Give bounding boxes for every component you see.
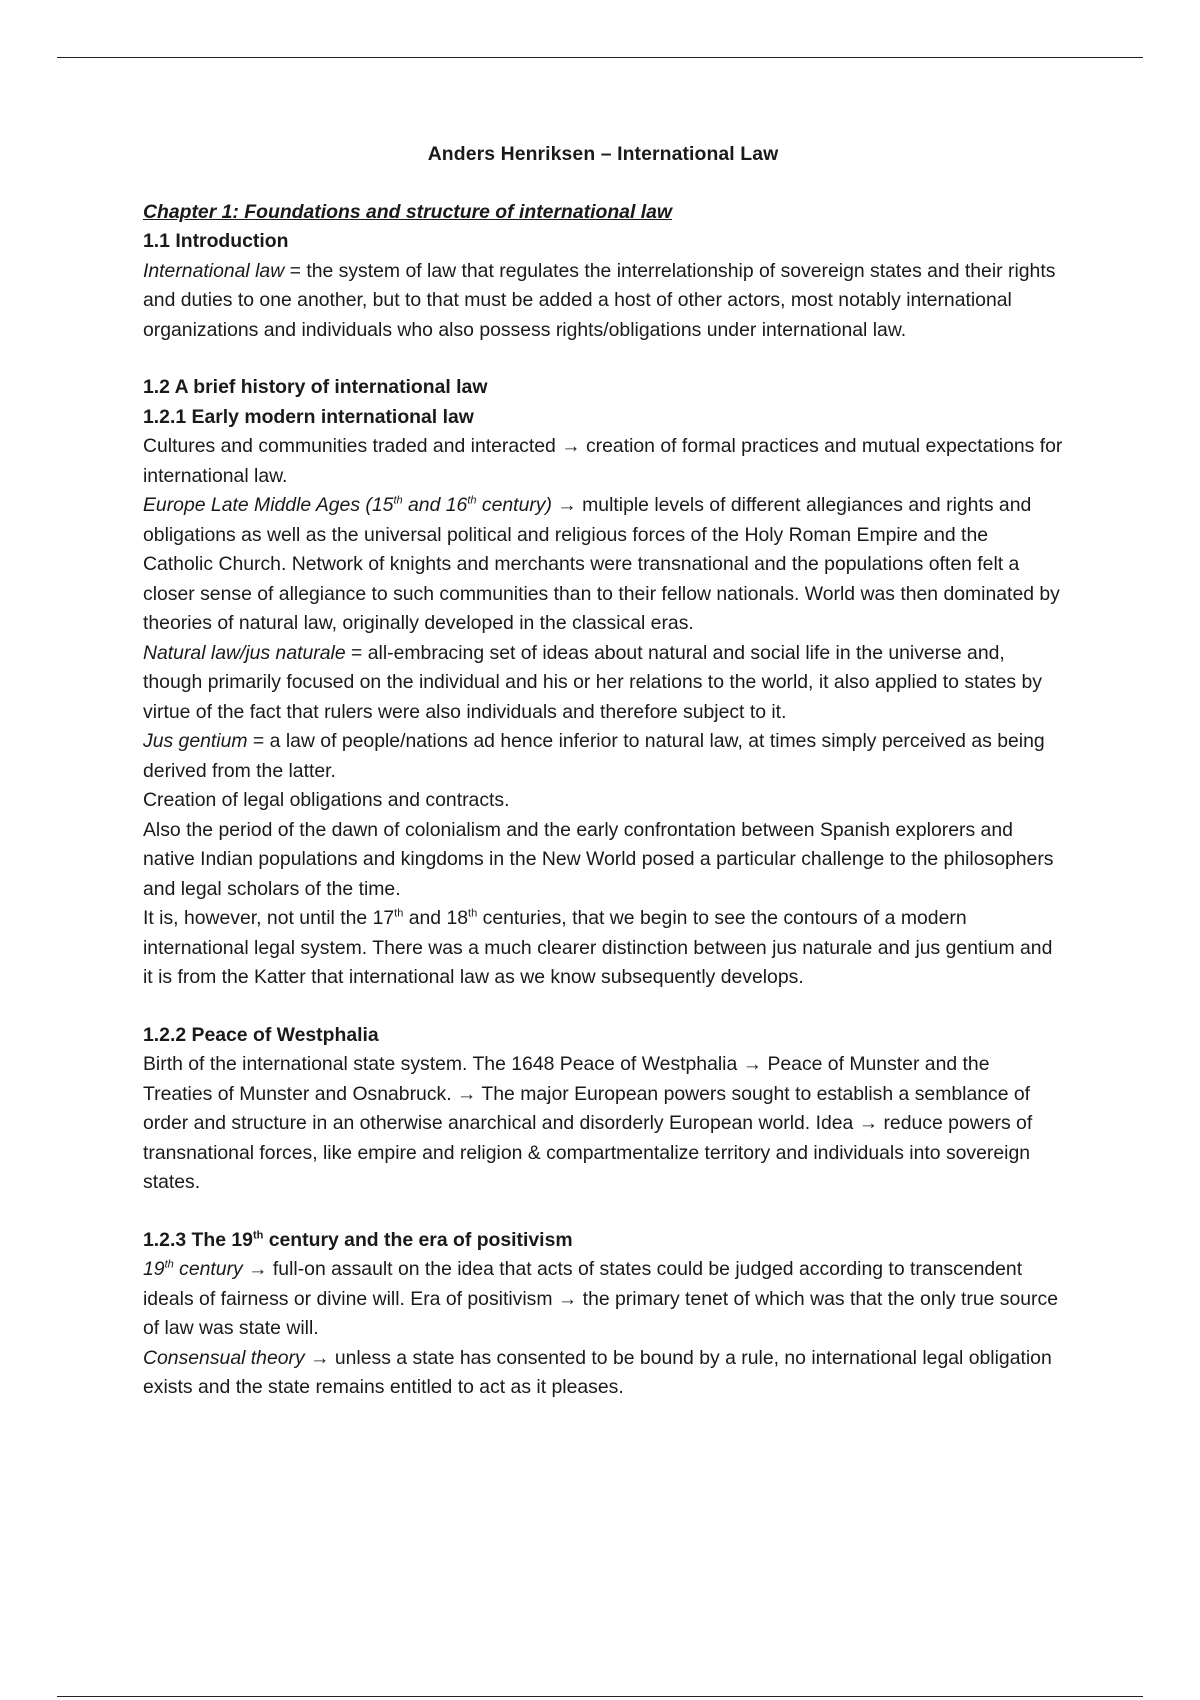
term-europe-middle-ages xyxy=(143,494,552,516)
term-19th-century xyxy=(143,1258,243,1280)
chapter-heading: Chapter 1: Foundations and structure of international law xyxy=(143,200,672,223)
spacer xyxy=(143,345,1063,373)
document-title: Anders Henriksen – International Law xyxy=(427,143,779,165)
paragraph-text: centuries, that we begin to see the contours of a modern international legal system. There was a much clearer distinction between jus naturale and jus gentium and it is from the Katter that international law as we know subsequently develops. xyxy=(143,907,1053,988)
term-jus-gentium: Jus gentium xyxy=(143,730,248,752)
paragraph-19th-century xyxy=(143,1255,1063,1344)
term-part: and 16 xyxy=(402,494,468,516)
superscript: th xyxy=(467,494,477,507)
superscript: th xyxy=(393,494,403,507)
paragraph-international-law xyxy=(143,257,1063,346)
paragraph-colonialism: Also the period of the dawn of colonialism and the early confrontation between Spanish explorers and native Indian populations and kingdoms in the New World posed a particular challenge to the philosophers and legal scholars of the time. xyxy=(143,818,1054,900)
heading-part: 1.2.3 The 19 xyxy=(143,1228,253,1251)
term-part: century xyxy=(173,1258,243,1280)
heading-part: century and the era of positivism xyxy=(263,1228,573,1251)
definition-text: = a law of people/nations ad hence inferior to natural law, at times simply perceived as being derived from the latter. xyxy=(143,730,1045,782)
superscript: th xyxy=(164,1258,174,1271)
paragraph-consensual-theory xyxy=(143,1344,1063,1403)
spacer xyxy=(143,993,1063,1021)
definition-text: = all-embracing set of ideas about natural and social life in the universe and, though primarily focused on the individual and his or her relations to the world, it also applied to states by virtue of the fact that rulers were also individuals and therefore subject to it. xyxy=(143,641,1042,723)
paragraph-jus-gentium xyxy=(143,727,1063,786)
term-part: Europe Late Middle Ages (15 xyxy=(143,494,394,516)
superscript: th xyxy=(468,907,478,920)
term-part: century) xyxy=(476,494,552,516)
section-heading-1-2: 1.2 A brief history of international law xyxy=(143,376,488,398)
paragraph-text: → multiple levels of different allegiances and rights and obligations as well as the universal political and religious forces of the Holy Roman Empire and the Catholic Church. Network of knights and merchants were transnational and the populations often felt a closer sense of allegiance to such communities than to their fellow nationals. World was then dominated by theories of natural law, originally developed in the classical eras. xyxy=(143,494,1060,634)
superscript: th xyxy=(252,1229,264,1242)
definition-text: = the system of law that regulates the interrelationship of sovereign states and their rights and duties to one another, but to that must be added a host of other actors, most notably international organizations and individuals who also possess rights/obligations under international law. xyxy=(143,259,1056,341)
spacer xyxy=(143,1198,1063,1226)
paragraph-text: → unless a state has consented to be bound by a rule, no international legal obligation exists and the state remains entitled to act as it pleases. xyxy=(143,1346,1052,1398)
paragraph-europe-middle-ages xyxy=(143,491,1063,639)
superscript: th xyxy=(394,907,404,920)
paragraph-legal-obligations: Creation of legal obligations and contracts. xyxy=(143,789,510,811)
section-heading-1-2-1: 1.2.1 Early modern international law xyxy=(143,405,474,428)
document-body xyxy=(143,140,1063,1403)
footer-rule xyxy=(57,1696,1143,1697)
paragraph-modern-system xyxy=(143,904,1063,993)
section-heading-1-1: 1.1 Introduction xyxy=(143,230,289,252)
term-part: 19 xyxy=(143,1258,165,1280)
paragraph-text: → full-on assault on the idea that acts of states could be judged according to transcendent ideals of fairness or divine will. Era of positivism → the primary tenet of which was that the only true source of law was state will. xyxy=(143,1258,1058,1339)
section-heading-1-2-2: 1.2.2 Peace of Westphalia xyxy=(143,1023,379,1046)
paragraph-text: It is, however, not until the 17 xyxy=(143,907,395,929)
section-heading-1-2-3 xyxy=(143,1226,1063,1256)
paragraph-cultures: Cultures and communities traded and interacted → creation of formal practices and mutual expectations for international law. xyxy=(143,435,1063,487)
term-natural-law: Natural law/jus naturale xyxy=(143,641,346,664)
paragraph-natural-law xyxy=(143,639,1063,728)
header-rule xyxy=(57,57,1143,58)
term-international-law: International law xyxy=(143,259,285,282)
paragraph-westphalia: Birth of the international state system. The 1648 Peace of Westphalia → Peace of Munster and the Treaties of Munster and Osnabruck. → The major European powers sought to establish a semblance of order and structure in an otherwise anarchical and disorderly European world. Idea → reduce powers of transnational forces, like empire and religion & compartmentalize territory and individuals into sovereign states. xyxy=(143,1053,1033,1193)
paragraph-text: and 18 xyxy=(403,907,469,929)
term-consensual-theory: Consensual theory xyxy=(143,1346,305,1369)
